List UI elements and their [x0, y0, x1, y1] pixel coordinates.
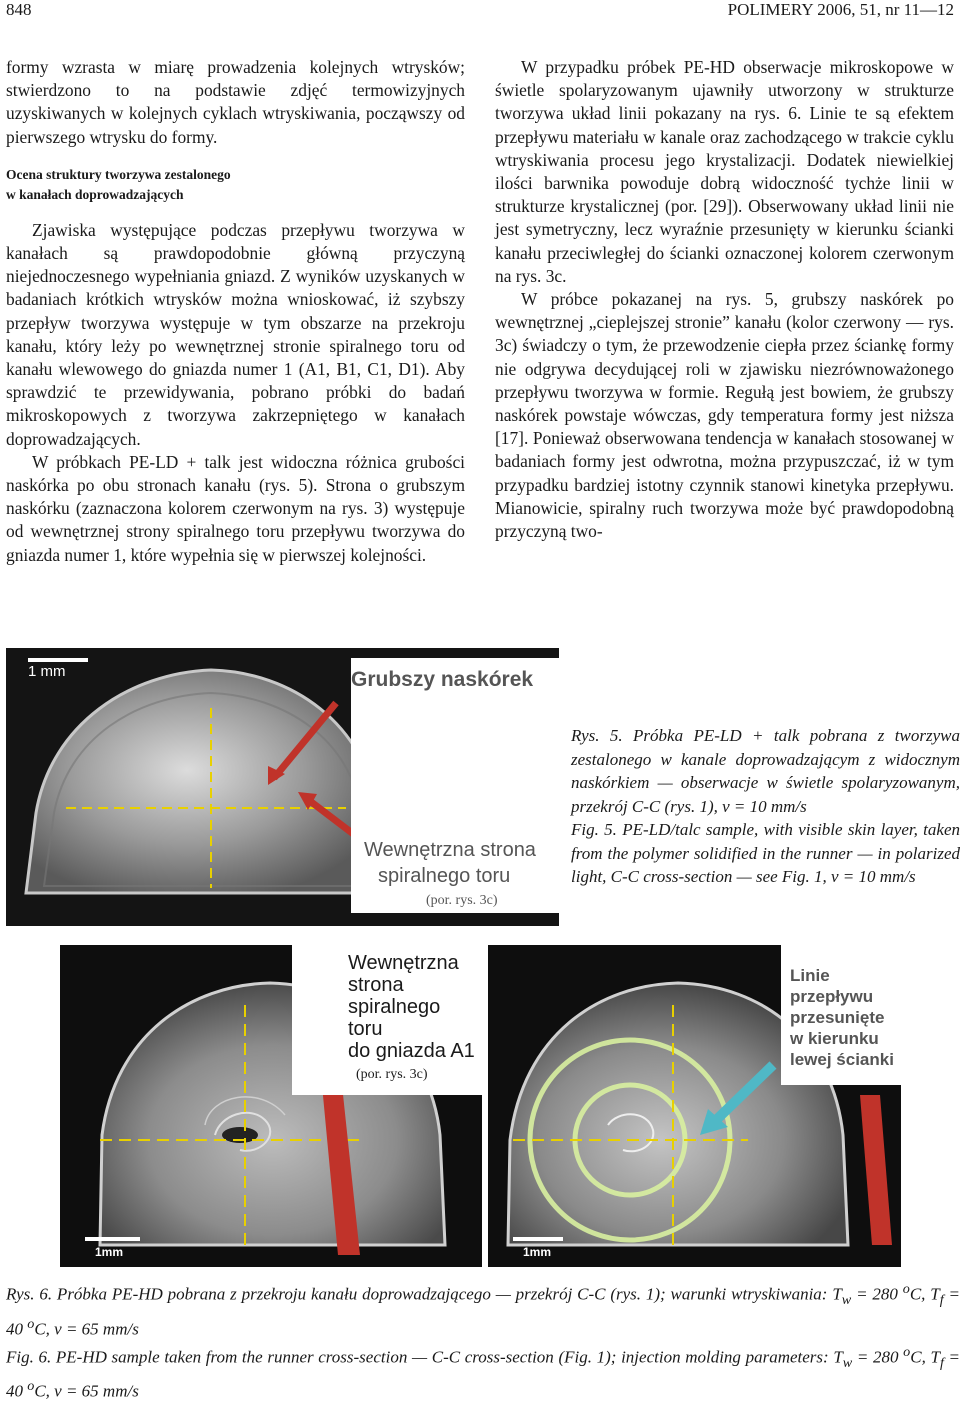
left-column [6, 56, 465, 567]
left-label-ref: (por. rys. 3c) [356, 1067, 428, 1082]
label-ref: (por. rys. 3c) [426, 893, 498, 908]
scale-label-left: 1mm [95, 1245, 124, 1259]
section-title [6, 165, 465, 205]
right-column [495, 56, 954, 543]
figure-6-right-photo [488, 945, 901, 1267]
left-paragraph-3: W próbkach PE-LD + talk jest widoczna różnica grubości naskórka po obu stronach kanału (rys. 5). Strona o grubszym naskórku (zaznaczona kolorem czerwonym na rys. 3) występuje od wewnętrznej strony spiralnego toru przepływu tworzywa do gniazda numer 1, które wypełnia się w pierwszej kolejności. [6, 451, 465, 565]
right-paragraph-1: W przypadku próbek PE-HD obserwacje mikroskopowe w świetle spolaryzowanym ujawniły utworzony w strukturze tworzywa układ linii pokazany na rys. 6. Linie te są efektem przepływu materiału w kanale oraz zachodzącego w trakcie cyklu wtryskiwania procesu jego krystalizacji. Dodatek niewielkiej ilości barwnika powoduje dobrą widoczność tychże linii w strukturze krystalicznej (por. [29]). Obserwowany układ linii nie jest symetryczny, lecz wyraźnie przesunięty w kierunku ścianki kanału przeciwległej do ścianki oznaczonej kolorem czerwonym na rys. 3c. [495, 57, 954, 286]
right-label-line-3: przesunięte [790, 1008, 885, 1027]
scale-label: 1 mm [28, 663, 66, 680]
left-label-line-3: spiralnego [348, 996, 441, 1018]
left-paragraph-1: formy wzrasta w miarę prowadzenia kolejnych wtrysków; stwierdzono to na podstawie zdjęć termowizyjnych uzyskiwanych w kolejnych cyklach wtryskiwania, począwszy od pierwszego wtrysku do formy. [6, 57, 465, 147]
scale-bar-right [513, 1237, 563, 1241]
section-title-line-1: Ocena struktury tworzywa zestalonego [6, 166, 231, 182]
left-paragraph-2: Zjawiska występujące podczas przepływu tworzywa w kanałach są prawdopodobnie główną przyczyną niejednoczesnego wypełniania gniazd. Z wyników uzyskanych w badaniach krótkich wtrysków można wnioskować, iż szybszy przepływ tworzywa występuje w tym obszarze na przekroju kanału, który leży po wewnętrznej stronie spiralnego toru od kanału wlewowego do gniazda numer 1 (A1, B1, C1, D1). Aby sprawdzić te przewidywania, pobrano próbki do badań mikroskopowych z tworzywa zakrzepniętego w kanałach doprowadzających. [6, 219, 465, 449]
right-label-line-5: lewej ścianki [790, 1050, 894, 1069]
figure-6-caption-en: Fig. 6. PE-HD sample taken from the runner cross-section — C-C cross-section (Fig. 1); injection molding parameters: $T_w = 280$ $^o$C, $T_f = 40$ $^o$C, ν = 65 mm/s [6, 1343, 960, 1401]
label-spiralnego: spiralnego toru [378, 865, 511, 887]
right-label-line-2: przepływu [790, 987, 874, 1006]
page-number: 848 [6, 0, 32, 19]
right-label-line-4: w kierunku [790, 1029, 879, 1048]
right-label-line-1: Linie [790, 966, 830, 985]
figure-5-caption-pl: Rys. 5. Próbka PE-LD + talk pobrana z tworzywa zestalonego w kanale doprowadzającym z widocznym naskórkiem — obserwacje w świetle spolaryzowanym, przekrój C-C (rys. 1), ν = 10 mm/s [571, 726, 960, 816]
right-paragraph-2: W próbce pokazanej na rys. 5, grubszy naskórek po wewnętrznej „cieplejszej stronie” kanału (kolor czerwony — rys. 3c) świadczy o tym, że przewodzenie ciepła przez ściankę formy nie odgrywa decydującej roli w zjawisku niezrównoważonego przepływu tworzywa w formie. Regułą jest bowiem, że grubszy naskórek powstaje wówczas, gdy temperatura formy jest niższa [17]. Ponieważ obserwowana tendencja w kanałach stosowanej w badaniach formy jest odwrotna, można przypuszczać, iż w tym przypadku bardziej istotny czynnik stanowi kinetyka przepływu. Mianowicie, spiralny ruch tworzywa może być prawdopodobną przyczyną two- [495, 289, 954, 542]
left-label-line-5: do gniazda A1 [348, 1040, 475, 1062]
left-label-line-4: toru [348, 1018, 383, 1040]
left-label-line-2: strona [348, 974, 404, 996]
figure-6-caption [6, 1278, 960, 1403]
label-grubszy: Grubszy naskórek [351, 668, 534, 691]
figure-5-caption-en: Fig. 5. PE-LD/talc sample, with visible skin layer, taken from the polymer solidified in the runner — in polarized light, C-C cross-section — see Fig. 1, ν = 10 mm/s [571, 820, 960, 886]
figure-5-caption [571, 724, 960, 889]
figure-5-micrograph [6, 648, 559, 926]
scale-label-right: 1mm [523, 1245, 552, 1259]
section-title-line-2: w kanałach doprowadzających [6, 186, 184, 202]
figure-6-caption-pl: Rys. 6. Próbka PE-HD pobrana z przekroju kanału doprowadzającego — przekrój C-C (rys. 1); warunki wtryskiwania: $T_w = 280$ $^o$C, $T_f = 40$ $^o$C, ν = 65 mm/s [6, 1281, 960, 1339]
scale-bar [28, 658, 88, 662]
scale-bar-left [85, 1237, 140, 1241]
left-label-line-1: Wewnętrzna [348, 952, 459, 974]
label-wewnetrzna: Wewnętrzna strona [364, 839, 536, 861]
journal-header: POLIMERY 2006, 51, nr 11—12 [727, 0, 954, 19]
figure-6-left-photo [60, 945, 482, 1267]
